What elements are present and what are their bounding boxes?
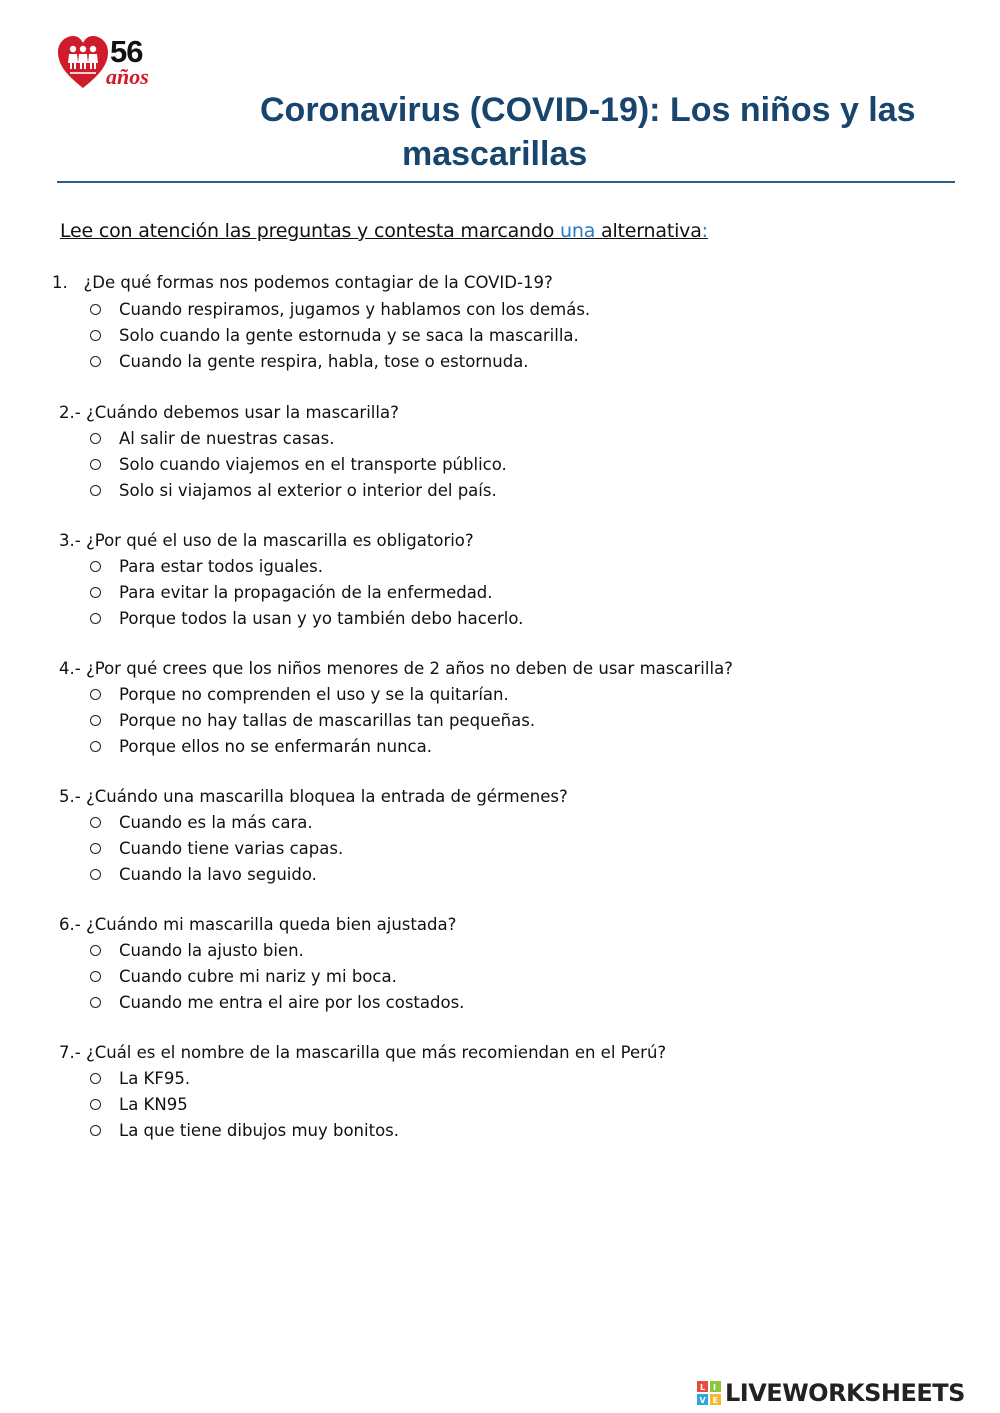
question-number: 5.- [59,787,81,806]
answer-option-label: Solo si viajamos al exterior o interior del país. [119,481,497,500]
radio-circle-icon[interactable] [90,356,101,367]
answer-option[interactable] [90,326,579,352]
radio-circle-icon[interactable] [90,485,101,496]
question-text [59,659,733,678]
radio-circle-icon[interactable] [90,997,101,1008]
answer-option-label: Porque no hay tallas de mascarillas tan pequeñas. [119,711,536,730]
answer-option[interactable] [90,300,590,326]
answer-option-label: Para estar todos iguales. [119,557,323,576]
answer-option-label: Cuando respiramos, jugamos y hablamos con los demás. [119,300,591,319]
instruction-after: alternativa [595,220,702,242]
answer-option[interactable] [90,1095,188,1121]
page-title [60,88,995,176]
answer-option[interactable] [90,711,535,737]
radio-circle-icon[interactable] [90,843,101,854]
answer-option[interactable] [90,839,343,865]
answer-option[interactable] [90,865,317,891]
answer-option-label: La KN95 [119,1095,188,1114]
question-text [59,915,456,934]
question-label: ¿Cuándo una mascarilla bloquea la entrada de gérmenes? [85,787,568,806]
question-text [52,273,553,292]
answer-option-label: Al salir de nuestras casas. [119,429,335,448]
radio-circle-icon[interactable] [90,330,101,341]
answer-option-label: Cuando la gente respira, habla, tose o estornuda. [119,352,529,371]
radio-circle-icon[interactable] [90,1099,101,1110]
svg-text:L: L [700,1383,706,1392]
liveworksheets-label: LIVEWORKSHEETS [725,1379,965,1407]
instruction-text [60,220,708,242]
question-number: 2.- [59,403,81,422]
question-label: ¿Por qué crees que los niños menores de 2 años no deben de usar mascarilla? [85,659,733,678]
answer-option-label: Cuando tiene varias capas. [119,839,344,858]
radio-circle-icon[interactable] [90,587,101,598]
radio-circle-icon[interactable] [90,561,101,572]
answer-option[interactable] [90,557,323,583]
instruction-colon: : [701,220,708,242]
question-label: ¿Por qué el uso de la mascarilla es obligatorio? [85,531,474,550]
radio-circle-icon[interactable] [90,971,101,982]
answer-option-label: Solo cuando la gente estornuda y se saca la mascarilla. [119,326,579,345]
question-label: ¿Cuándo debemos usar la mascarilla? [85,403,399,422]
question-text [59,787,568,806]
page-title-line1: Coronavirus (COVID-19): Los niños y las [260,91,916,129]
answer-option-label: Solo cuando viajemos en el transporte público. [119,455,507,474]
answer-option[interactable] [90,967,397,993]
answer-option-label: Cuando me entra el aire por los costados. [119,993,465,1012]
radio-circle-icon[interactable] [90,1073,101,1084]
answer-option[interactable] [90,609,523,635]
question-number: 3.- [59,531,81,550]
question-number: 6.- [59,915,81,934]
instruction-highlight: una [560,220,596,242]
answer-option[interactable] [90,737,432,763]
question-text [59,531,474,550]
page-title-line2: mascarillas [402,135,588,173]
answer-option-label: Cuando la ajusto bien. [119,941,304,960]
radio-circle-icon[interactable] [90,459,101,470]
answer-option[interactable] [90,685,509,711]
answer-option-label: La que tiene dibujos muy bonitos. [119,1121,400,1140]
answer-option-label: Porque ellos no se enfermarán nunca. [119,737,432,756]
logo-anniversary-number: 56 [110,34,143,69]
answer-option-label: Para evitar la propagación de la enfermedad. [119,583,493,602]
question-number: 4.- [59,659,81,678]
answer-option-label: La KF95. [119,1069,191,1088]
radio-circle-icon[interactable] [90,1125,101,1136]
radio-circle-icon[interactable] [90,689,101,700]
svg-text:V: V [699,1396,706,1405]
question-text [59,403,399,422]
question-label: ¿De qué formas nos podemos contagiar de la COVID-19? [83,273,553,292]
question-number: 1. [52,273,68,292]
answer-option[interactable] [90,481,497,507]
logo-anniversary-label: años [106,64,149,89]
radio-circle-icon[interactable] [90,741,101,752]
radio-circle-icon[interactable] [90,304,101,315]
question-number: 7.- [59,1043,81,1062]
title-divider [57,181,955,183]
answer-option-label: Cuando la lavo seguido. [119,865,317,884]
answer-option[interactable] [90,813,313,839]
svg-text:E: E [712,1396,718,1405]
answer-option-label: Porque todos la usan y yo también debo hacerlo. [119,609,524,628]
answer-option[interactable] [90,941,304,967]
answer-option[interactable] [90,1121,399,1147]
radio-circle-icon[interactable] [90,433,101,444]
radio-circle-icon[interactable] [90,715,101,726]
answer-option-label: Porque no comprenden el uso y se la quitarían. [119,685,509,704]
answer-option[interactable] [90,583,493,609]
radio-circle-icon[interactable] [90,945,101,956]
heart-logo-icon [58,36,108,90]
question-text [59,1043,666,1062]
question-label: ¿Cuál es el nombre de la mascarilla que más recomiendan en el Perú? [85,1043,667,1062]
radio-circle-icon[interactable] [90,869,101,880]
instruction-before: Lee con atención las preguntas y contesta marcando [60,220,561,242]
answer-option[interactable] [90,352,529,378]
radio-circle-icon[interactable] [90,613,101,624]
school-logo [58,36,168,96]
liveworksheets-brand[interactable] [697,1378,994,1408]
answer-option[interactable] [90,1069,190,1095]
answer-option[interactable] [90,455,507,481]
answer-option-label: Cuando es la más cara. [119,813,313,832]
liveworksheets-logo-icon [697,1381,723,1405]
answer-option[interactable] [90,429,335,455]
answer-option[interactable] [90,993,464,1019]
answer-option-label: Cuando cubre mi nariz y mi boca. [119,967,397,986]
question-label: ¿Cuándo mi mascarilla queda bien ajustada? [85,915,457,934]
svg-text:I: I [713,1383,716,1392]
radio-circle-icon[interactable] [90,817,101,828]
